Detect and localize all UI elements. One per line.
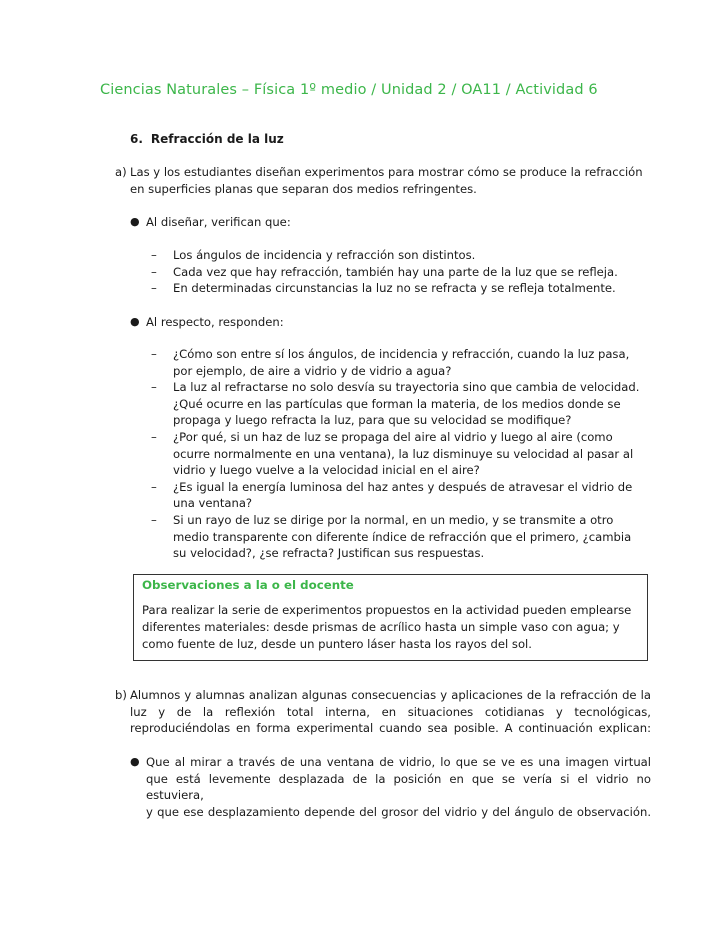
bullet-icon: ● [130,315,140,328]
bullet-icon: ● [130,215,140,228]
questions-list [151,346,651,562]
dash-icon: – [151,479,157,494]
list-item: – La luz al refractarse no solo desvía su trayectoria sino que cambia de velocidad. ¿Qué ocurre en las partículas que forman la materia, de los medios donde se propaga y luego refracta la luz, para que su velocidad se modifique? [151,380,640,428]
part-a-line-2: en superficies planas que separan dos medios refringentes. [130,181,477,196]
bullet-design-label: Al diseñar, verifican que: [146,215,291,229]
bullet-respond [130,314,284,331]
list-item: – ¿Cómo son entre sí los ángulos, de incidencia y refracción, cuando la luz pasa, por ejemplo, de aire a vidrio y de vidrio a agua? [151,347,630,378]
part-a-letter: a) [115,165,127,179]
bullet-icon: ● [130,755,140,768]
part-b-intro [115,687,651,737]
dash-icon: – [151,512,157,527]
observations-title: Observaciones a la o el docente [142,578,354,592]
part-a-line-1: Las y los estudiantes diseñan experimentos para mostrar cómo se produce la refracción [130,165,643,179]
dash-icon: – [151,347,157,361]
section-title-text: Refracción de la luz [150,132,284,146]
list-item: – En determinadas circunstancias la luz no se refracta y se refleja totalmente. [151,281,616,296]
section-number: 6. [130,132,143,146]
dash-icon: – [151,248,157,262]
dash-icon: – [151,380,157,395]
dash-icon: – [151,264,157,279]
bullet-respond-label: Al respecto, responden: [146,315,284,329]
dash-icon: – [151,429,157,444]
list-item: – Cada vez que hay refracción, también hay una parte de la luz que se refleja. [151,264,618,279]
bullet-design [130,214,291,231]
part-a-intro [115,164,655,197]
bullet-window: ● Que al mirar a través de una ventana de vidrio, lo que se ve es una imagen virtual que está levemente desplazada de la posición en que se vería si el vidrio no estuviera, y que ese desplazamiento depende del grosor del vidrio y del ángulo de observación. [130,755,651,819]
section-title [130,132,284,146]
dash-icon: – [151,281,157,296]
page-header: Ciencias Naturales – Física 1º medio / Unidad 2 / OA11 / Actividad 6 [100,82,598,98]
part-b-letter: b) [115,688,127,702]
observations-body: Para realizar la serie de experimentos propuestos en la actividad pueden emplearse diferentes materiales: desde prismas de acrílico hasta un simple vaso con agua; y como fuente de luz, desde un puntero láser hasta los rayos del sol. [142,603,632,651]
list-item: – Si un rayo de luz se dirige por la normal, en un medio, y se transmite a otro medio transparente con diferente índice de refracción que el primero, ¿cambia su velocidad?, ¿se refracta? Justifican sus respuestas. [151,512,632,561]
part-b-line-1: Alumnos y alumnas analizan algunas consecuencias y aplicaciones de la refracción de la [130,688,651,702]
list-item: – ¿Por qué, si un haz de luz se propaga del aire al vidrio y luego al aire (como ocurre normalmente en una ventana), la luz disminuye su velocidad al pasar al vidrio y luego vuelve a la velocidad inicial en el aire? [151,429,634,478]
teacher-observations-box [133,574,648,661]
list-item: – Los ángulos de incidencia y refracción son distintos. [151,248,476,262]
part-b-line-3: reproduciéndolas en forma experimental cuando sea posible. A continuación explican: [130,721,651,736]
list-item: – ¿Es igual la energía luminosa del haz antes y después de atravesar el vidrio de una ventana? [151,479,633,511]
part-b-line-2: luz y de la reflexión total interna, en situaciones cotidianas y tecnológicas, [130,704,651,719]
design-checks-list [151,247,651,297]
